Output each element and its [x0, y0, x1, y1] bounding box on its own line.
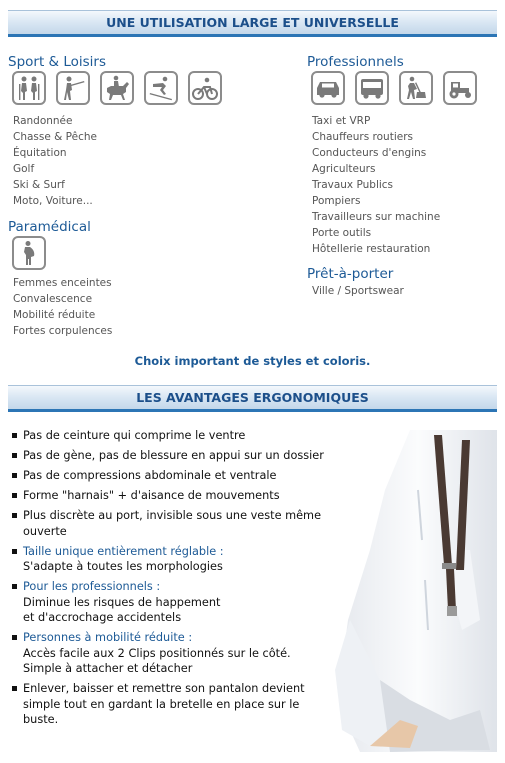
list-item: Équitation — [13, 147, 67, 159]
bullet-text: simple tout en gardant la bretelle en place sur le — [23, 697, 300, 711]
bullet-text: Pas de compressions abdominale et ventrale — [23, 469, 277, 482]
bullet-text: Pas de gène, pas de blessure en appui sur un dossier — [23, 449, 324, 462]
skier-icon — [144, 71, 178, 105]
list-item: Convalescence — [13, 293, 93, 305]
bullet-text: et d'accrochage accidentels — [23, 611, 182, 624]
list-item: Fortes corpulences — [13, 325, 113, 337]
bullet-text: Pas de ceinture qui comprime le ventre — [23, 429, 246, 442]
bullet-text: Plus discrète au port, invisible sous une veste même — [23, 509, 322, 522]
list-item — [12, 579, 342, 626]
list-item: Randonnée — [13, 115, 73, 127]
cyclist-icon — [188, 71, 222, 105]
list-item: Taxi et VRP — [312, 115, 371, 127]
list-item: Pompiers — [312, 195, 361, 207]
hunter-icon — [56, 71, 90, 105]
bullet-icon — [12, 473, 17, 478]
list-item: Chasse & Pêche — [13, 131, 97, 143]
bullet-icon — [12, 635, 17, 640]
styles-note: Choix important de styles et coloris. — [134, 354, 371, 368]
bullet-heading: Pour les professionnels : — [23, 580, 161, 593]
bullet-text: Forme "harnais" + d'aisance de mouvements — [23, 489, 280, 502]
bullet-heading: Personnes à mobilité réduite : — [23, 631, 193, 644]
bullet-icon — [12, 584, 17, 589]
list-item: Moto, Voiture... — [13, 195, 93, 207]
list-item — [12, 488, 342, 504]
section-banner-ergonomics: LES AVANTAGES ERGONOMIQUES — [8, 385, 497, 412]
bullet-text: Simple à attacher et détacher — [23, 662, 193, 675]
pregnant-woman-icon — [12, 236, 46, 270]
list-item — [12, 448, 342, 464]
car-icon — [311, 71, 345, 105]
list-item: Mobilité réduite — [13, 309, 96, 321]
list-item — [12, 428, 342, 444]
bullet-text: ouverte — [23, 524, 67, 538]
paramedical-title: Paramédical — [8, 219, 91, 235]
list-item: Golf — [13, 163, 35, 175]
pro-title: Professionnels — [307, 54, 404, 70]
bullet-icon — [12, 453, 17, 458]
sport-icons — [12, 71, 222, 105]
list-item — [12, 681, 342, 728]
pret-title: Prêt-à-porter — [307, 266, 394, 282]
pro-list — [312, 113, 440, 257]
bullet-icon — [12, 493, 17, 498]
list-item: Conducteurs d'engins — [312, 147, 427, 159]
list-item: Travaux Publics — [312, 179, 394, 191]
bullet-icon — [12, 549, 17, 554]
pret-list — [312, 283, 404, 299]
bullet-heading: Taille unique entièrement réglable : — [23, 544, 224, 558]
horse-rider-icon — [100, 71, 134, 105]
list-item: Ville / Sportswear — [312, 285, 404, 297]
list-item: Travailleurs sur machine — [312, 211, 441, 223]
list-item: Agriculteurs — [312, 163, 376, 175]
list-item: Ski & Surf — [13, 179, 65, 191]
paramedical-list — [13, 275, 112, 339]
man-with-suspenders-photo — [330, 430, 497, 752]
section-banner-usage: UNE UTILISATION LARGE ET UNIVERSELLE — [8, 10, 497, 37]
bullet-icon — [12, 513, 17, 518]
advantages-list — [12, 428, 342, 732]
bullet-text: Accès facile aux 2 Clips positionnés sur le côté. — [23, 646, 291, 660]
bullet-text: Diminue les risques de happement — [23, 595, 221, 609]
list-item: Femmes enceintes — [13, 277, 112, 289]
list-item: Porte outils — [312, 227, 372, 239]
list-item — [12, 468, 342, 484]
bullet-icon — [12, 433, 17, 438]
bus-icon — [355, 71, 389, 105]
bullet-text: S'adapte à toutes les morphologies — [23, 560, 223, 573]
list-item — [12, 544, 342, 575]
list-item — [12, 508, 342, 539]
bullet-icon — [12, 686, 17, 691]
sport-title: Sport & Loisirs — [8, 54, 107, 70]
bullet-text: buste. — [23, 713, 59, 726]
list-item: Hôtellerie restauration — [312, 243, 431, 255]
road-worker-icon — [399, 71, 433, 105]
paramedical-icons — [12, 236, 46, 270]
hikers-icon — [12, 71, 46, 105]
bullet-text: Enlever, baisser et remettre son pantalon devient — [23, 682, 305, 695]
sport-list — [13, 113, 97, 209]
list-item: Chauffeurs routiers — [312, 131, 413, 143]
tractor-icon — [443, 71, 477, 105]
list-item — [12, 630, 342, 677]
pro-icons — [311, 71, 477, 105]
